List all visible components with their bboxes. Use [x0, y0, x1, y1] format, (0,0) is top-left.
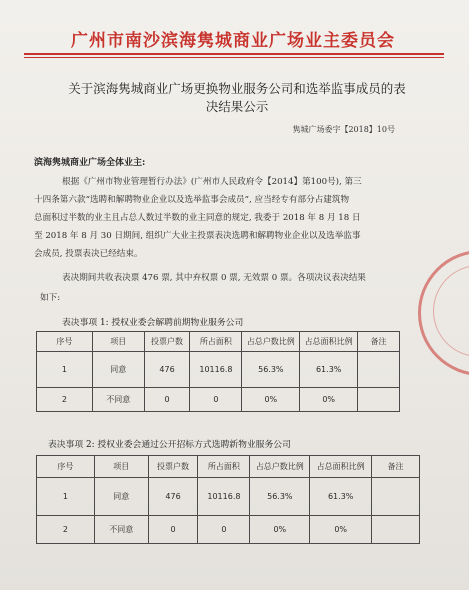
vote-item-2-table: [36, 455, 420, 544]
reference-number: 隽城广场委字【2018】10号: [292, 125, 395, 134]
header-cell: 所占面积: [190, 332, 242, 352]
table-cell: 0: [198, 516, 250, 544]
table-cell: 2: [37, 388, 93, 412]
notice-title-line-1: 关于滨海隽城商业广场更换物业服务公司和选举监事成员的表: [68, 81, 406, 96]
table-cell: 476: [148, 478, 198, 516]
table-row: [37, 388, 400, 412]
table-cell: 0%: [250, 516, 310, 544]
header-cell: 所占面积: [198, 456, 250, 478]
header-cell: 备注: [372, 456, 420, 478]
header-cell: 投票户数: [144, 332, 190, 352]
summary-line: 如下:: [40, 293, 61, 303]
table-cell: 0: [190, 388, 242, 412]
table-cell: 不同意: [92, 388, 144, 412]
table-cell: 1: [37, 478, 95, 516]
table-cell: 476: [144, 352, 190, 388]
body-line: 至 2018 年 8 月 30 日期间, 组织广大业主投票表决选聘和解聘物业企业以及选举监事: [34, 231, 361, 241]
table-cell: 1: [37, 352, 93, 388]
table-cell: 61.3%: [300, 352, 358, 388]
table-cell: 10116.8: [198, 478, 250, 516]
addressee: 滨海隽城商业广场全体业主:: [34, 158, 146, 168]
table-cell: 0%: [300, 388, 358, 412]
table-cell: 10116.8: [190, 352, 242, 388]
header-cell: 投票户数: [148, 456, 198, 478]
header-cell: 占总面积比例: [310, 456, 372, 478]
header-cell: 备注: [358, 332, 400, 352]
organization-header: 广州市南沙滨海隽城商业广场业主委员会: [71, 31, 395, 51]
table-row: [37, 478, 420, 516]
table-cell: 56.3%: [250, 478, 310, 516]
table-header-row: [37, 332, 400, 352]
body-line: 十四条第六款“选聘和解聘物业企业以及选举监事会成员”, 应当经专有部分占建筑物: [34, 195, 350, 205]
table-row: [37, 352, 400, 388]
official-seal-inner-ring: [433, 265, 469, 357]
notice-title-line-2: 决结果公示: [205, 99, 269, 114]
table-cell: 0%: [310, 516, 372, 544]
body-line: 会成员, 投票表决已经结束。: [34, 249, 143, 259]
table-cell: 0%: [242, 388, 300, 412]
header-cell: 序号: [37, 332, 93, 352]
table-cell: 2: [37, 516, 95, 544]
vote-item-1-title: 表决事项 1: 授权业委会解聘前期物业服务公司: [62, 318, 244, 328]
table-cell: 0: [148, 516, 198, 544]
table-header-row: [37, 456, 420, 478]
header-cell: 项目: [92, 332, 144, 352]
table-row: [37, 516, 420, 544]
table-cell: 0: [144, 388, 190, 412]
table-cell: 56.3%: [242, 352, 300, 388]
header-rule-thick: [24, 53, 444, 55]
table-cell: 同意: [94, 478, 148, 516]
table-cell: [358, 352, 400, 388]
vote-item-1-table: [36, 331, 400, 412]
header-cell: 项目: [94, 456, 148, 478]
header-cell: 序号: [37, 456, 95, 478]
body-line: 根据《广州市物业管理暂行办法》(广州市人民政府令【2014】第100号), 第三: [62, 177, 362, 187]
table-cell: [358, 388, 400, 412]
header-cell: 占总面积比例: [300, 332, 358, 352]
official-seal: [418, 250, 469, 376]
table-cell: [372, 478, 420, 516]
table-cell: 同意: [92, 352, 144, 388]
header-rule-thin: [24, 57, 444, 58]
summary-line: 表决期间共收表决票 476 票, 其中弃权票 0 票, 无效票 0 票。各项决议表决结果: [62, 273, 366, 283]
table-cell: [372, 516, 420, 544]
header-cell: 占总户数比例: [250, 456, 310, 478]
header-cell: 占总户数比例: [242, 332, 300, 352]
vote-item-2-title: 表决事项 2: 授权业委会通过公开招标方式选聘新物业服务公司: [48, 440, 291, 450]
table-cell: 不同意: [94, 516, 148, 544]
table-cell: 61.3%: [310, 478, 372, 516]
body-line: 总面积过半数的业主且占总人数过半数的业主同意的规定, 我委于 2018 年 8 月 18 日: [34, 213, 361, 223]
